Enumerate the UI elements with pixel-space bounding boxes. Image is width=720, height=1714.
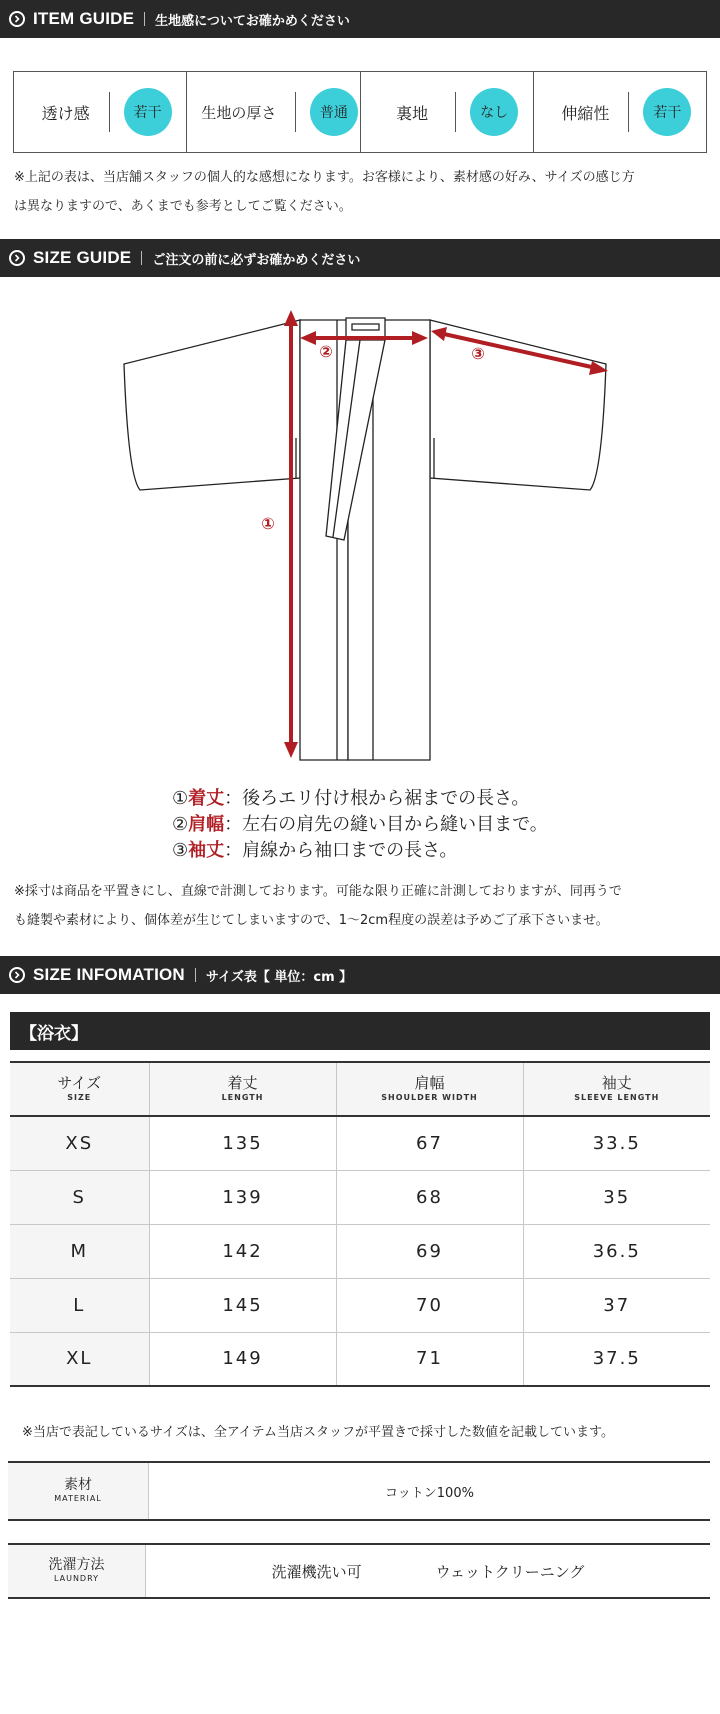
sleeve-cell: 35 (603, 1186, 631, 1208)
table-row (10, 1332, 710, 1386)
sleeve-cell: 36.5 (592, 1240, 641, 1262)
size-guide-header (0, 239, 720, 277)
header-separator (141, 251, 142, 265)
shoulder-cell: 71 (336, 1332, 523, 1386)
marker-length: ① (261, 514, 275, 533)
legend-num: ① (172, 788, 189, 809)
header-separator (144, 12, 145, 26)
guide-badge: 若干 (124, 88, 172, 136)
material-label-en: MATERIAL (54, 1494, 102, 1503)
guide-label: 生地の厚さ (201, 103, 277, 122)
size-table-header-row (10, 1062, 710, 1116)
guide-cell-thickness (187, 72, 360, 152)
legend-num: ③ (172, 840, 189, 861)
guide-label: 裏地 (396, 103, 429, 123)
table-row (10, 1278, 710, 1332)
note-line: も縫製や素材により、個体差が生じてしまいますので、1〜2cm程度の誤差は予めご了承下さいませ。 (14, 913, 609, 928)
guide-cell-transparency (14, 72, 187, 152)
length-cell: 135 (149, 1116, 336, 1170)
legend-desc: ：後ろエリ付け根から裾までの長さ。 (224, 788, 530, 809)
yukata-outline (124, 318, 606, 760)
laundry-table (8, 1543, 710, 1599)
size-cell: XL (10, 1332, 149, 1386)
table-row (10, 1116, 710, 1170)
table-row (10, 1170, 710, 1224)
laundry-value: 洗濯機洗い可 (271, 1562, 362, 1581)
table-row (10, 1224, 710, 1278)
laundry-label: 洗濯方法 (48, 1557, 105, 1573)
legend-term: 袖丈 (188, 840, 225, 861)
size-cell: S (10, 1170, 149, 1224)
size-info-header (0, 956, 720, 994)
sleeve-cell: 37.5 (592, 1348, 641, 1370)
header-sleeve-length: 袖丈 SLEEVE LENGTH (574, 1073, 660, 1102)
legend-desc: ：肩線から袖口までの長さ。 (224, 840, 458, 861)
header-length: 着丈 LENGTH (149, 1062, 336, 1116)
guide-badge: 普通 (310, 88, 358, 136)
legend-item (172, 812, 672, 838)
legend-item (172, 786, 672, 812)
chevron-right-circle-icon (9, 11, 25, 27)
size-guide-note (14, 877, 710, 935)
shoulder-cell: 67 (336, 1116, 523, 1170)
size-cell: XS (10, 1116, 149, 1170)
measurement-legend (172, 786, 672, 864)
guide-cell-stretch (534, 72, 706, 152)
shoulder-cell: 70 (336, 1278, 523, 1332)
material-table (8, 1461, 710, 1521)
guide-divider (455, 92, 456, 132)
legend-term: 肩幅 (188, 814, 225, 835)
size-info-subtitle: サイズ表【 単位：cm 】 (205, 969, 353, 985)
laundry-value: ウェットクリーニング (435, 1562, 585, 1581)
size-table-title: 【浴衣】 (10, 1012, 710, 1050)
guide-label: 伸縮性 (561, 103, 610, 123)
arrow-head-up (284, 310, 298, 326)
sleeve-cell: 37 (603, 1294, 631, 1316)
guide-divider (628, 92, 629, 132)
material-value: コットン100% (385, 1485, 474, 1501)
laundry-values (146, 1545, 710, 1597)
legend-desc: ：左右の肩先の縫い目から縫い目まで。 (224, 814, 548, 835)
note-line: は異なりますので、あくまでも参考としてご覧ください。 (14, 199, 352, 214)
chevron-right-circle-icon (9, 967, 25, 983)
guide-divider (295, 92, 296, 132)
size-info-title: SIZE INFOMATION (33, 965, 185, 984)
marker-shoulder: ② (319, 342, 333, 361)
guide-label: 透け感 (41, 103, 90, 123)
size-guide-title: SIZE GUIDE (33, 248, 132, 267)
header-size: サイズ SIZE (10, 1062, 149, 1116)
length-cell: 139 (149, 1170, 336, 1224)
length-cell: 149 (149, 1332, 336, 1386)
size-table (10, 1061, 710, 1387)
guide-divider (109, 92, 110, 132)
size-info-note: ※当店で表記しているサイズは、全アイテム当店スタッフが平置きで採寸した数値を記載しています。 (22, 1425, 614, 1440)
size-cell: M (10, 1224, 149, 1278)
legend-term: 着丈 (188, 788, 225, 809)
length-cell: 142 (149, 1224, 336, 1278)
material-label: 素材 (64, 1477, 92, 1493)
laundry-label-en: LAUNDRY (53, 1574, 100, 1583)
note-line: ※上記の表は、当店舗スタッフの個人的な感想になります。お客様により、素材感の好み、サイズの感じ方 (14, 170, 635, 185)
shoulder-cell: 68 (336, 1170, 523, 1224)
material-header (8, 1463, 149, 1519)
size-guide-subtitle: ご注文の前に必ずお確かめください (152, 252, 361, 268)
arrow-head-down (284, 742, 298, 758)
guide-badge: 若干 (643, 88, 691, 136)
length-cell: 145 (149, 1278, 336, 1332)
laundry-header (8, 1545, 146, 1597)
item-guide-title: ITEM GUIDE (33, 9, 135, 28)
guide-badge: なし (470, 88, 518, 136)
note-line: ※採寸は商品を平置きにし、直線で計測しております。可能な限り正確に計測しておりますが、同再うで (14, 884, 622, 899)
header-shoulder-width: 肩幅 SHOULDER WIDTH (336, 1062, 523, 1116)
item-guide-box (13, 71, 707, 153)
chevron-right-circle-icon (9, 250, 25, 266)
guide-cell-lining (361, 72, 534, 152)
yukata-measurement-diagram (0, 290, 720, 770)
item-guide-subtitle: 生地感についてお確かめください (155, 13, 350, 29)
legend-num: ② (172, 814, 189, 835)
shoulder-cell: 69 (336, 1224, 523, 1278)
item-guide-note (14, 163, 710, 221)
item-guide-header (0, 0, 720, 38)
legend-item (172, 838, 672, 864)
header-separator (195, 968, 196, 982)
sleeve-cell: 33.5 (592, 1132, 641, 1154)
size-cell: L (10, 1278, 149, 1332)
marker-sleeve: ③ (471, 344, 485, 363)
